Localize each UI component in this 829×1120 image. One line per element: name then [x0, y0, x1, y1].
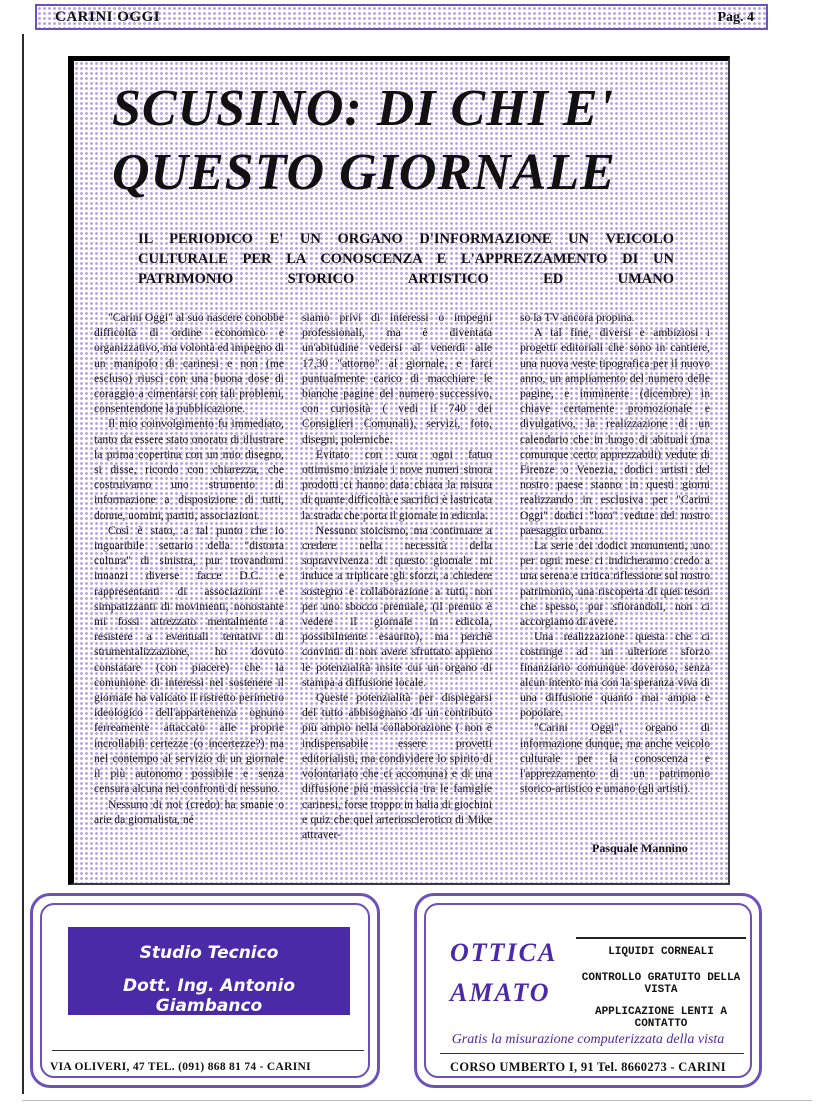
- page-header: [35, 4, 768, 30]
- ad-inner-border: [40, 903, 370, 1078]
- service-item: LIQUIDI CORNEALI: [608, 946, 714, 958]
- ad-inner-border: [424, 903, 752, 1078]
- divider: [440, 1053, 744, 1054]
- headline-line: SCUSINO: DI CHI E': [112, 80, 615, 137]
- studio-owner: Dott. Ing. Antonio Giambanco: [122, 976, 296, 1016]
- headline-line: QUESTO GIORNALE: [112, 144, 616, 201]
- bottom-rule: [22, 1100, 812, 1101]
- service-item: CONTROLLO GRATUITO DELLA VISTA: [581, 972, 741, 996]
- page-number: Pag. 4: [717, 10, 754, 25]
- paragraph: so la TV ancora propina.: [520, 311, 635, 324]
- ottica-name-line: OTTICA: [450, 938, 558, 967]
- ottica-address: CORSO UMBERTO I, 91 Tel. 8660273 - CARINI: [450, 1060, 726, 1074]
- paragraph: Nessuno di noi (credo) ha smanie o arie da giornalista, né: [94, 797, 284, 826]
- paragraph: A tal fine, diversi e ambiziosi i progetti editoriali che sono in cantiere, una nuova veste tipografica per il nuovo anno, un ampliamento del numero delle pagine, e imminente (dicembre) in chiave certamente promozionale e divulgativo, la realizzazione di un calendario che in luogo di abituali (ma comunque certo apprezzabili) vedute di Firenze o Venezia, dodici artisti del nostro paese stanno in questi giorni realizzando in esclusiva per "Carini Oggi" dodici "loro" vedute del nostro paesaggio urbano.: [520, 326, 710, 537]
- article-column: [520, 310, 710, 797]
- author-signature: Pasquale Mannino: [592, 841, 688, 855]
- paragraph: Il mio coinvolgimento fu immediato, tanto da essere stato onorato di illustrare la prima copertina con un mio disegno, si disse, ricordo con chiarezza, che costruivamo uno strumento di informazione a disposizione di tutti, donne, uomini, partiti, associazioni.: [94, 417, 284, 522]
- margin-rule: [22, 34, 24, 1094]
- studio-title: Studio Tecnico: [139, 943, 279, 963]
- subheadline: IL PERIODICO E' UN ORGANO D'INFORMAZIONE UN VEICOLO CULTURALE PER LA CONOSCENZA E L'APPREZZAMENTO DI UN PATRIMONIO STORICO ARTISTICO ED UMANO: [138, 231, 674, 287]
- studio-address: VIA OLIVERI, 47 TEL. (091) 868 81 74 - CARINI: [50, 1061, 311, 1073]
- paragraph: "Carini Oggi", organo di informazione dunque, ma anche veicolo culturale per la conoscenza e l'apprezzamento di un patrimonio storico-artistico e umano (gli artisti).: [520, 721, 710, 796]
- ottica-logo: [450, 933, 557, 1013]
- paragraph: "Carini Oggi" al suo nascere conobbe difficoltà di ordine economico e organizzativo, ma volontà ed impegno di un manipolo di carinesi e non (me escluso) riuscì con una buona dose di coraggio a cimentarsi con tali problemi, consentendone la pubblicazione.: [94, 311, 284, 416]
- article-box: [68, 56, 730, 885]
- divider: [52, 1050, 364, 1051]
- ad-studio-tecnico: [30, 893, 380, 1088]
- services-list: [576, 937, 746, 1030]
- paragraph: Evitato con cura ogni fatuo ottimismo iniziale i nove numeri sinora prodotti ci hanno data chiara la misura di quante difficoltà e sacrifici è lastricata la strada che porta il giornale in edicola.: [302, 447, 492, 522]
- ad-ottica-amato: [414, 893, 762, 1088]
- newspaper-name: CARINI OGGI: [55, 9, 161, 25]
- paragraph: Queste potenzialità per dispiegarsi del tutto abbisognano di un contributo più ampio nella collaborazione ( non è indispensabile essere provetti editorialisti, ma condividere lo spirito di volontariato che ci accomuna) e di una diffusione più massiccia tra le famiglie carinesi, forse troppo in balia di giochini e quiz che quel arteriosclerotico di Mike attraver-: [302, 691, 492, 841]
- service-item: APPLICAZIONE LENTI A CONTATTO: [594, 1006, 728, 1030]
- ottica-name-line: AMATO: [450, 978, 551, 1007]
- article-column: [94, 310, 284, 827]
- paragraph: siamo privi di interessi o impegni professionali, ma è diventata un'abitudine vedersi al venerdì alle 17,30 "attorno" al giornale, e farci puntualmente carico di macchiare le bianche pagine del numero successivo, con curiosità ( vedi il 740 dei Consiglieri Comunali), servizi, foto, disegni, polemiche.: [302, 311, 492, 446]
- paragraph: Così è stato, a tal punto che io inguaribile settario della "distorta cultura" di sinistra, pur trovandomi innanzi diverse facce D.C. e rappresentanti di associazioni e simpatizzanti di movimenti, nonostante mi fossi attrezzato mentalmente a resistere a eventuali tentativi di strumentalizzazione, ho dovuto constatare (con piacere) che la comunione di interessi nel sostenere il giornale ha valicato il ristretto perimetro ideologico dell'appartenenza ognuno ferreamente attaccato alle proprie incrollabili certezze (o incertezze?) ma nel contempo al servizio di un giornale il più autonomo possibile e senza censura alcuna nei confronti di nessuno.: [94, 523, 284, 796]
- article-column: [302, 310, 492, 842]
- paragraph: Una realizzazione questa che ci costringe ad un ulteriore sforzo finanziario comunque doveroso, senza alcun intento ma con la speranza viva di una diffusione quanto mai ampia e popolare.: [520, 630, 710, 720]
- paragraph: Nessuno stoicismo, ma continuare a credere nella necessità della sopravvivenza di questo giornale mi induce a triplicare gli sforzi, a chiedere sostegno e collaborazione a tutti, non per uno sbocco premiale, (il premio è vedere il giornale in edicola, possibilmente esaurito), ma perchè convinti di non avere sfruttato appieno le potenzialità insite cui un organo di stampa a diffusione locale.: [302, 523, 492, 689]
- paragraph: La serie dei dodici monumenti, uno per ogni mese ci indicheranno credo a una serena e critica riflessione sul nostro patrimonio, una riscoperta di quei tesori che spesso, pur sfiorandoli, non ci accorgiamo di avere.: [520, 539, 710, 629]
- ottica-tagline: Gratis la misurazione computerizzata della vista: [451, 1032, 725, 1047]
- studio-banner: [68, 927, 350, 1015]
- headline: [112, 77, 712, 205]
